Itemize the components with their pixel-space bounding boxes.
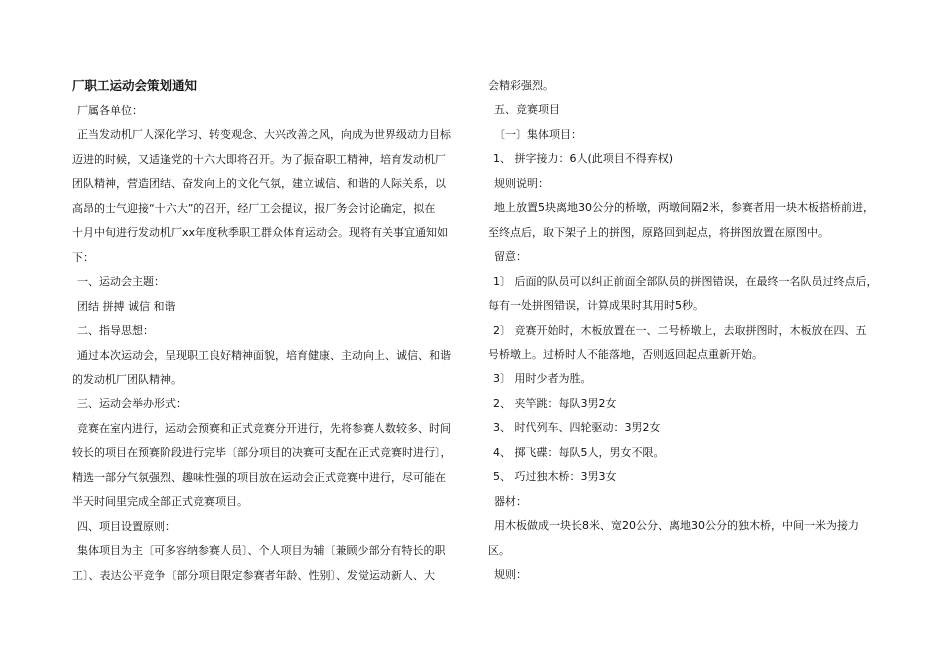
paragraph-line: 号桥墩上。过桥时人不能落地，否则返回起点重新开始。 (488, 347, 763, 361)
paragraph-line: 至终点后，取下架子上的拼图，原路回到起点，将拼图放置在原图中。 (488, 225, 829, 239)
paragraph-line: 1〕 后面的队员可以纠正前面全部队员的拼图错误，在最终一名队员过终点后， (493, 274, 878, 288)
document-title: 厂职工运动会策划通知 (72, 78, 198, 93)
paragraph-line: 〔一〕集体项目： (494, 127, 582, 141)
paragraph-line: 会精彩强烈。 (488, 79, 554, 92)
paragraph-line: 竞赛在室内进行，运动会预赛和正式竞赛分开进行，先将参赛人数较多、时间 (77, 421, 451, 435)
paragraph-line: 下： (72, 250, 94, 264)
paragraph-line: 团队精神，营造团结、奋发向上的文化气氛，建立诚信、和谐的人际关系，以 (72, 177, 446, 191)
paragraph-line: 三、运动会举办形式： (77, 397, 187, 411)
paragraph-line: 每有一处拼图错误，计算成果时其用时5秒。 (488, 299, 704, 313)
paragraph-line: 团结 拼搏 诚信 和谐 (77, 299, 176, 313)
paragraph-line: 迈进的时候，又适逢党的十六大即将召开。为了振奋职工精神，培育发动机厂 (72, 152, 446, 166)
paragraph-line: 高昂的士气迎接“十六大”的召开，经厂工会提议，报厂务会讨论确定，拟在 (72, 201, 436, 215)
paragraph-line: 十月中旬进行发动机厂xx年度秋季职工群众体育运动会。现将有关事宜通知如 (72, 226, 449, 240)
paragraph-line: 5、 巧过独木桥：3男3女 (493, 470, 617, 484)
paragraph-line: 厂属各单位： (77, 104, 143, 117)
paragraph-line: 五、竞赛项目 (494, 103, 560, 117)
paragraph-line: 3〕 用时少者为胜。 (493, 372, 592, 386)
paragraph-line: 用木板做成一块长8米、宽20公分、离地30公分的独木桥，中间一米为接力 (494, 519, 859, 533)
paragraph-line: 留意： (494, 250, 527, 264)
paragraph-line: 精选一部分气氛强烈、趣味性强的项目放在运动会正式竞赛中进行，尽可能在 (72, 470, 446, 484)
paragraph-line: 1、 拼字接力：6人(此项目不得弃权) (493, 152, 674, 166)
paragraph-line: 二、指导思想： (77, 324, 154, 338)
paragraph-line: 2〕 竞赛开始时，木板放置在一、二号桥墩上，去取拼图时，木板放在四、五 (493, 323, 867, 337)
paragraph-line: 较长的项目在预赛阶段进行完毕〔部分项目的决赛可支配在正式竞赛时进行〕， (72, 446, 452, 460)
paragraph-line: 区。 (488, 543, 510, 557)
paragraph-line: 地上放置5块离地30公分的桥墩，两墩间隔2米，参赛者用一块木板搭桥前进， (494, 201, 874, 215)
paragraph-line: 半天时间里完成全部正式竞赛项目。 (72, 495, 248, 509)
paragraph-line: 工〕、表达公平竞争〔部分项目限定参赛者年龄、性别〕、发觉运动新人、大 (72, 568, 435, 582)
paragraph-line: 规则： (494, 568, 527, 581)
paragraph-line: 器材： (494, 494, 527, 508)
paragraph-line: 正当发动机厂人深化学习、转变观念、大兴改善之风，向成为世界级动力目标 (77, 128, 451, 142)
paragraph-line: 的发动机厂团队精神。 (72, 372, 182, 386)
paragraph-line: 3、 时代列车、四轮驱动：3男2女 (493, 421, 661, 435)
paragraph-line: 一、运动会主题： (77, 275, 165, 289)
paragraph-line: 4、 掷飞碟：每队5人，男女不限。 (493, 445, 665, 459)
paragraph-line: 规则说明： (494, 176, 549, 190)
paragraph-line: 通过本次运动会，呈现职工良好精神面貌，培育健康、主动向上、诚信、和谐 (77, 348, 451, 362)
paragraph-line: 2、 夹竿跳：每队3男2女 (493, 396, 617, 410)
paragraph-line: 集体项目为主〔可多容纳参赛人员〕、个人项目为辅〔兼顾少部分有特长的职 (77, 544, 446, 558)
paragraph-line: 四、项目设置原则： (77, 519, 176, 533)
